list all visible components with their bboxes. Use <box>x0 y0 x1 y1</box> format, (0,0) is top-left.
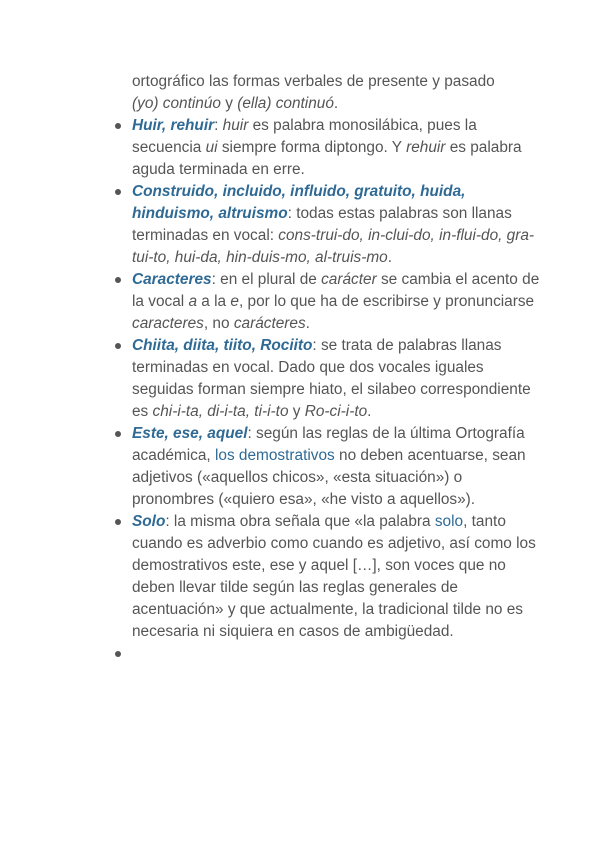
term-heading: Chiita, diita, tiito, Rociito <box>132 337 313 354</box>
list-item-caracteres <box>132 269 542 335</box>
example-word: ui <box>205 139 218 156</box>
item-text: es palabra monosilábica, pues la secuencia <box>132 117 477 156</box>
item-text: : <box>214 117 223 134</box>
example-word: rehuir <box>406 139 446 156</box>
empty-list-item <box>132 643 542 665</box>
example-word: chi-i-ta, di-i-ta, ti-i-to <box>152 403 289 420</box>
item-text: . <box>367 403 372 420</box>
item-text: es palabra aguda terminada en erre. <box>132 139 522 178</box>
list-item-huir <box>132 115 542 181</box>
term-heading: Caracteres <box>132 271 212 288</box>
example-word: caracteres <box>132 315 204 332</box>
item-text: : según las reglas de la última Ortografía académica, <box>132 425 525 464</box>
term-heading: Solo <box>132 513 166 530</box>
term-heading: Este, ese, aquel <box>132 425 248 442</box>
article-body <box>132 71 542 665</box>
example-word: cons-trui-do, in-clui-do, in-flui-do, gra-tui-to, hui-da, hin-duis-mo, al-truis-mo <box>132 227 535 266</box>
example-word: huir <box>222 117 249 134</box>
item-text: siempre forma diptongo. Y <box>217 139 407 156</box>
list-item-solo <box>132 511 542 643</box>
item-text: , por lo que ha de escribirse y pronunciarse <box>238 293 535 310</box>
item-text: : se trata de palabras llanas terminadas en vocal. Dado que dos vocales iguales seguidas forman siempre hiato, el silabeo correspondiente es <box>132 337 531 420</box>
item-text: . <box>387 249 393 266</box>
item-text: y <box>288 403 305 420</box>
term-heading: Construido, incluido, influido, gratuito, huida, hinduismo, altruismo <box>132 183 466 222</box>
list-item-chiita <box>132 335 542 423</box>
continued-paragraph <box>132 71 542 115</box>
solo-link[interactable]: solo <box>434 513 464 530</box>
demostrativos-link[interactable]: los demostrativos <box>214 447 335 464</box>
item-text: : en el plural de <box>211 271 322 288</box>
paragraph-text: . <box>333 95 339 112</box>
item-text: no deben acentuarse, sean adjetivos («aquellos chicos», «esta situación») o pronombres («quiero esa», «he visto a aquellos»). <box>132 447 526 508</box>
example-word: (ella) continuó <box>237 95 334 112</box>
example-word: carácteres <box>233 315 306 332</box>
item-text: : la misma obra señala que «la palabra <box>165 513 435 530</box>
list-item-este <box>132 423 542 511</box>
paragraph-text: y <box>220 95 238 112</box>
example-word: a <box>188 293 198 310</box>
item-text: , tanto cuando es adverbio como cuando es adjetivo, así como los demostrativos este, ese y aquel […], son voces que no deben llevar tilde según las reglas generales de acentuación» y que actualmente, la tradicional tilde no es necesaria ni siquiera en casos de ambigüedad. <box>132 513 536 640</box>
item-text: se cambia el acento de la vocal <box>132 271 540 310</box>
list-item-construido <box>132 181 542 269</box>
example-word: e <box>230 293 239 310</box>
word-list <box>132 115 542 665</box>
example-word: carácter <box>321 271 377 288</box>
example-word: Ro-ci-i-to <box>304 403 368 420</box>
item-text: , no <box>203 315 234 332</box>
term-heading: Huir, rehuir <box>132 117 215 134</box>
item-text: : todas estas palabras son llanas terminadas en vocal: <box>132 205 512 244</box>
paragraph-text: ortográfico las formas verbales de presente y pasado <box>132 73 495 90</box>
example-word: (yo) continúo <box>132 95 221 112</box>
item-text: a la <box>197 293 231 310</box>
item-text: . <box>305 315 310 332</box>
